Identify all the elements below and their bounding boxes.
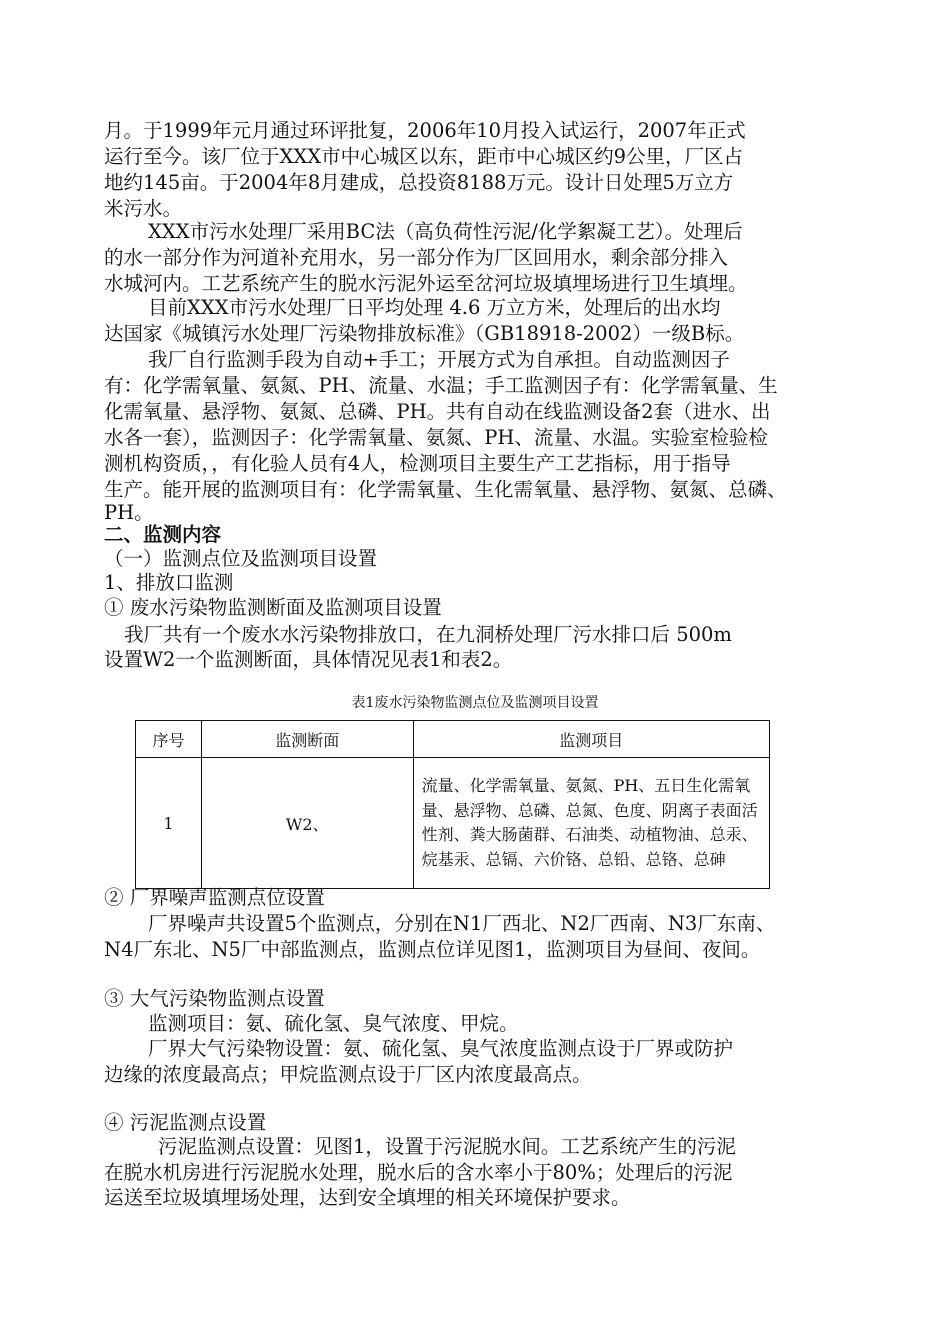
paragraph-line: 运行至今。该厂位于XXX市中心城区以东，距市中心城区约9公里，厂区占 bbox=[104, 145, 744, 168]
monitoring-table bbox=[135, 720, 770, 889]
paragraph-line: 运送至垃圾填埋场处理，达到安全填埋的相关环境保护要求。 bbox=[104, 1186, 631, 1209]
paragraph-line: 目前XXX市污水处理厂日平均处理 4.6 万立方米，处理后的出水均 bbox=[148, 296, 721, 319]
subsection-heading: （一）监测点位及监测项目设置 bbox=[104, 547, 378, 570]
table-cell-section: W2、 bbox=[201, 758, 413, 889]
subsection-heading: 1、排放口监测 bbox=[104, 571, 234, 594]
paragraph-line: XXX市污水处理厂采用BC法（高负荷性污泥/化学絮凝工艺）。处理后 bbox=[148, 220, 743, 243]
column-header: 监测项目 bbox=[413, 721, 769, 758]
paragraph-line: 监测项目：氨、硫化氢、臭气浓度、甲烷。 bbox=[148, 1012, 519, 1035]
paragraph-line: 达国家《城镇污水处理厂污染物排放标准》（GB18918-2002）一级B标。 bbox=[104, 322, 745, 345]
paragraph-line: 生产。能开展的监测项目有：化学需氧量、生化需氧量、悬浮物、氨氮、总磷、 bbox=[104, 478, 787, 501]
paragraph-line: 水各一套），监测因子：化学需氧量、氨氮、PH、流量、水温。实验室检验检 bbox=[104, 426, 768, 449]
paragraph-line: 测机构资质，，有化验人员有4人，检测项目主要生产工艺指标，用于指导 bbox=[104, 452, 731, 475]
item-heading: ② 厂界噪声监测点位设置 bbox=[104, 886, 325, 909]
paragraph-line: N4厂东北、N5厂中部监测点，监测点位详见图1，监测项目为昼间、夜间。 bbox=[104, 938, 761, 961]
table-cell-no: 1 bbox=[136, 758, 202, 889]
paragraph-line: PH。 bbox=[104, 501, 154, 524]
table-header-row bbox=[136, 721, 770, 758]
paragraph-line: 厂界噪声共设置5个监测点，分别在N1厂西北、N2厂西南、N3厂东南、 bbox=[148, 912, 776, 935]
paragraph-line: 化需氧量、悬浮物、氨氮、总磷、PH。共有自动在线监测设备2套（进水、出 bbox=[104, 400, 771, 423]
item-heading: ③ 大气污染物监测点设置 bbox=[104, 987, 325, 1010]
item-heading: ① 废水污染物监测断面及监测项目设置 bbox=[104, 596, 442, 619]
paragraph-line: 水城河内。工艺系统产生的脱水污泥外运至岔河垃圾填埋场进行卫生填埋。 bbox=[104, 272, 748, 295]
paragraph-line: 边缘的浓度最高点；甲烷监测点设于厂区内浓度最高点。 bbox=[104, 1063, 592, 1086]
paragraph-line: 厂界大气污染物设置：氨、硫化氢、臭气浓度监测点设于厂界或防护 bbox=[148, 1037, 734, 1060]
item-heading: ④ 污泥监测点设置 bbox=[104, 1111, 267, 1134]
column-header: 监测断面 bbox=[201, 721, 413, 758]
paragraph-line: 的水一部分作为河道补充用水，另一部分作为厂区回用水，剩余部分排入 bbox=[104, 246, 729, 269]
paragraph-line: 设置W2一个监测断面，具体情况见表1和表2。 bbox=[104, 648, 513, 671]
paragraph-line: 米污水。 bbox=[104, 197, 183, 220]
table-cell-items: 流量、化学需氧量、氨氮、PH、五日生化需氧量、悬浮物、总磷、总氮、色度、阴离子表面活性剂、粪大肠菌群、石油类、动植物油、总汞、烷基汞、总镉、六价铬、总铅、总铬、总砷 bbox=[413, 758, 769, 889]
paragraph-line: 我厂共有一个废水水污染物排放口，在九洞桥处理厂污水排口后 500m bbox=[124, 623, 732, 646]
paragraph-line: 我厂自行监测手段为自动+手工；开展方式为自承担。自动监测因子 bbox=[148, 348, 730, 371]
table-row bbox=[136, 758, 770, 889]
paragraph-line: 地约145亩。于2004年8月建成，总投资8188万元。设计日处理5万立方 bbox=[104, 171, 734, 194]
paragraph-line: 有：化学需氧量、氨氮、PH、流量、水温；手工监测因子有：化学需氧量、生 bbox=[104, 374, 778, 397]
paragraph-line: 月。于1999年元月通过环评批复，2006年10月投入试运行，2007年正式 bbox=[104, 119, 746, 142]
table-caption: 表1废水污染物监测点位及监测项目设置 bbox=[351, 695, 599, 711]
section-heading: 二、监测内容 bbox=[104, 523, 222, 546]
paragraph-line: 污泥监测点设置：见图1，设置于污泥脱水间。工艺系统产生的污泥 bbox=[158, 1135, 736, 1158]
column-header: 序号 bbox=[136, 721, 202, 758]
paragraph-line: 在脱水机房进行污泥脱水处理，脱水后的含水率小于80%；处理后的污泥 bbox=[104, 1161, 733, 1184]
